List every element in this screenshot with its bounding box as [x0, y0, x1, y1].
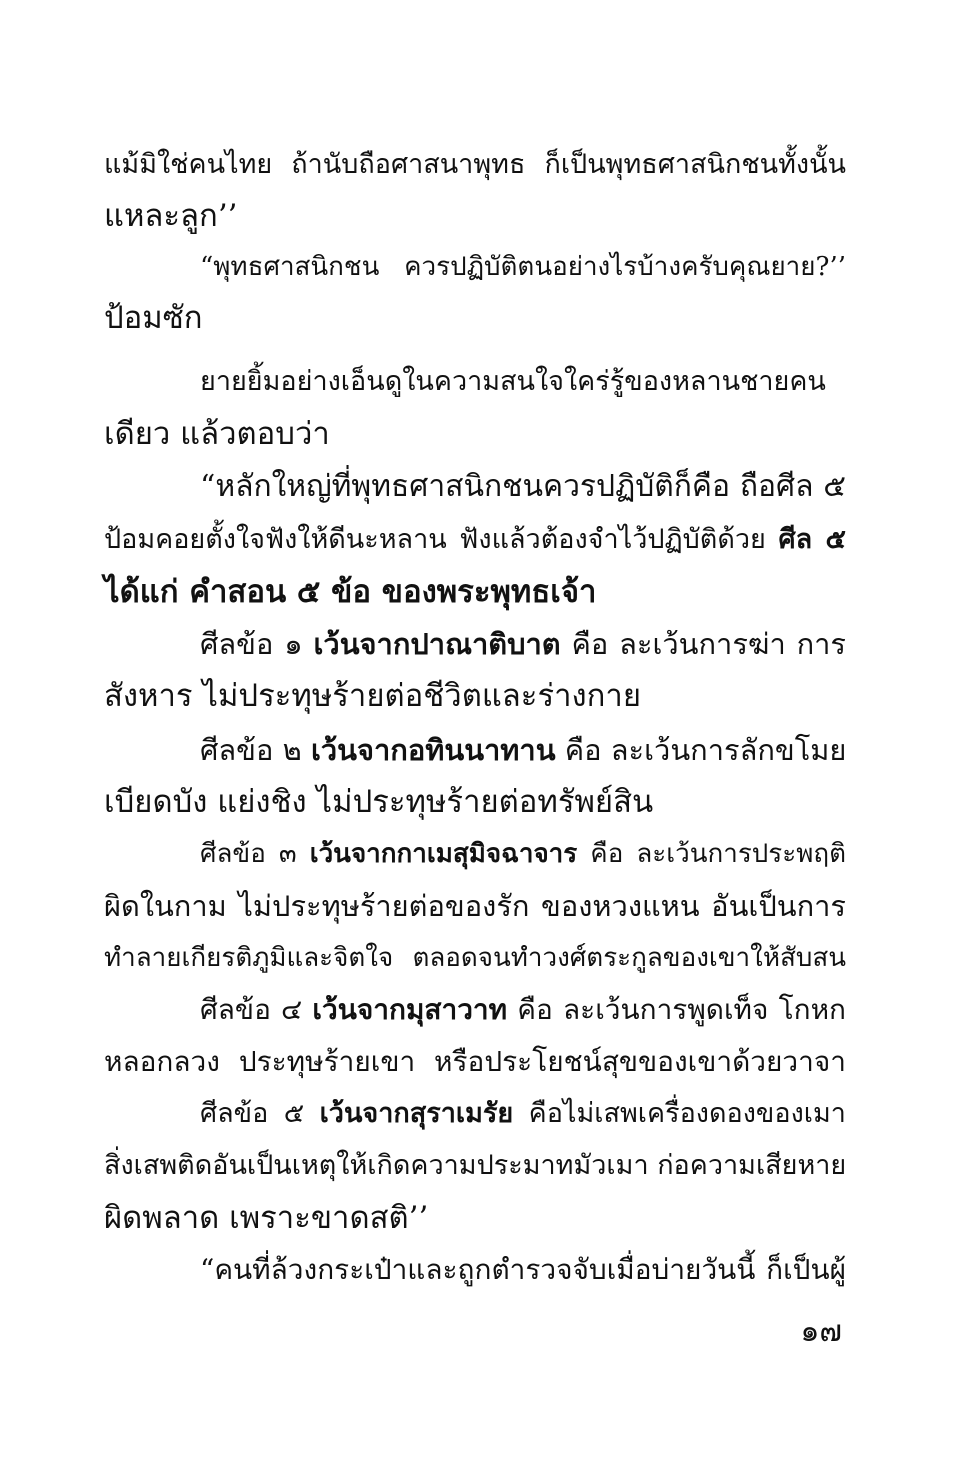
line-21-text: ผิดพลาด เพราะขาดสติ’’ — [104, 1200, 429, 1236]
precept-5-label: ศีลข้อ ๕ — [200, 1098, 305, 1129]
line-9-bold-text: ได้แก่ คำสอน ๕ ข้อ ของพระพุทธเจ้า — [104, 574, 597, 610]
line-16-text: ทำลายเกียรติภูมิและจิตใจ ตลอดจนทำวงศ์ตระกูลของเขาให้สับสน — [104, 943, 846, 973]
precept-5-text: คือไม่เสพเครื่องดองของเมา — [528, 1098, 846, 1129]
precept-1-label: ศีลข้อ ๑ — [200, 627, 303, 661]
precept-2-text: คือ ละเว้นการลักขโมย — [564, 733, 847, 767]
text-line-12 — [200, 730, 846, 770]
line-3-text: “พุทธศาสนิกชน ควรปฏิบัติตนอย่างไรบ้างครับคุณยาย?’’ — [200, 252, 846, 282]
line-8-text: ป้อมคอยตั้งใจฟังให้ดีนะหลาน ฟังแล้วต้องจำไว้ปฏิบัติด้วย — [104, 524, 766, 555]
precept-2-title: เว้นจากอทินนาทาน — [310, 733, 556, 767]
text-line-5 — [200, 362, 846, 402]
text-line-21 — [104, 1198, 846, 1238]
text-line-13 — [104, 782, 846, 822]
page-number: ๑๗ — [800, 1314, 842, 1349]
line-8-bold-text: ศีล ๕ — [778, 524, 846, 555]
line-2-text: แหละลูก’’ — [104, 198, 238, 234]
precept-4-title: เว้นจากมุสาวาท — [312, 993, 508, 1026]
precept-3-label: ศีลข้อ ๓ — [200, 839, 297, 869]
line-4-text: ป้อมซัก — [104, 300, 203, 336]
text-line-20 — [104, 1146, 846, 1186]
text-line-19 — [200, 1094, 846, 1134]
text-line-11 — [104, 676, 846, 716]
text-line-6 — [104, 414, 846, 454]
text-line-4 — [104, 298, 846, 338]
precept-1-title: เว้นจากปาณาติบาต — [313, 627, 561, 661]
text-line-1 — [104, 145, 846, 185]
line-18-text: หลอกลวง ประทุษร้ายเขา หรือประโยชน์สุขของเขาด้วยวาจา — [104, 1045, 846, 1078]
text-line-14 — [200, 834, 846, 874]
line-13-text: เบียดบัง แย่งชิง ไม่ประทุษร้ายต่อทรัพย์สิน — [104, 784, 654, 820]
precept-2-label: ศีลข้อ ๒ — [200, 733, 302, 767]
precept-4-text: คือ ละเว้นการพูดเท็จ โกหก — [517, 993, 846, 1026]
line-5-text: ยายยิ้มอย่างเอ็นดูในความสนใจใคร่รู้ของหลานชายคน — [200, 366, 826, 397]
line-7-text: “หลักใหญ่ที่พุทธศาสนิกชนควรปฏิบัติก็คือ ถือศีล ๕ — [200, 469, 846, 504]
line-6-text: เดียว แล้วตอบว่า — [104, 416, 330, 452]
text-line-3 — [200, 247, 846, 287]
text-line-15 — [104, 886, 846, 926]
line-20-text: สิ่งเสพติดอันเป็นเหตุให้เกิดความประมาทมัวเมา ก่อความเสียหาย — [104, 1150, 847, 1181]
text-line-7 — [200, 467, 846, 507]
text-line-2 — [104, 196, 846, 236]
precept-5-title: เว้นจากสุราเมรัย — [319, 1098, 514, 1129]
line-1-text: แม้มิใช่คนไทย ถ้านับถือศาสนาพุทธ ก็เป็นพุทธศาสนิกชนทั้งนั้น — [104, 149, 846, 180]
line-11-text: สังหาร ไม่ประทุษร้ายต่อชีวิตและร่างกาย — [104, 678, 641, 714]
line-22-text: “คนที่ล้วงกระเป๋าและถูกตำรวจจับเมื่อบ่ายวันนี้ ก็เป็นผู้ — [200, 1253, 846, 1286]
text-line-16 — [104, 938, 846, 978]
precept-1-text: คือ ละเว้นการฆ่า การ — [571, 627, 846, 661]
text-line-22 — [200, 1250, 846, 1290]
precept-4-label: ศีลข้อ ๔ — [200, 993, 303, 1026]
precept-3-title: เว้นจากกาเมสุมิจฉาจาร — [309, 839, 578, 869]
text-line-9 — [104, 572, 846, 612]
precept-3-text: คือ ละเว้นการประพฤติ — [590, 839, 847, 869]
text-line-8 — [104, 520, 846, 560]
text-line-10 — [200, 624, 846, 664]
text-line-17 — [200, 990, 846, 1030]
line-15-text: ผิดในกาม ไม่ประทุษร้ายต่อของรัก ของหวงแหน อันเป็นการ — [104, 889, 846, 923]
text-line-18 — [104, 1042, 846, 1082]
